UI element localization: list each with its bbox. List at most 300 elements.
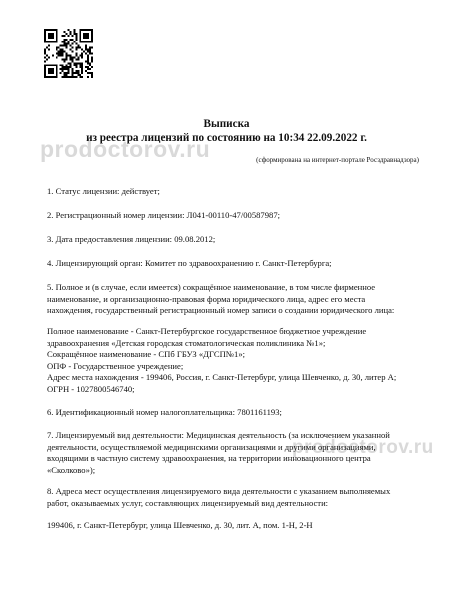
qr-module	[56, 70, 58, 72]
qr-module	[48, 29, 50, 31]
qr-module	[91, 72, 93, 74]
qr-module	[79, 35, 81, 37]
qr-module	[75, 64, 77, 66]
qr-module	[64, 45, 66, 47]
qr-module	[68, 72, 70, 74]
qr-module	[64, 43, 66, 45]
qr-module	[89, 72, 91, 74]
qr-module	[48, 33, 50, 35]
qr-module	[89, 47, 91, 49]
qr-module	[62, 66, 64, 68]
qr-module	[68, 43, 70, 45]
qr-module	[85, 66, 87, 68]
qr-module	[91, 58, 93, 60]
qr-module	[89, 29, 91, 31]
qr-module	[52, 72, 54, 74]
qr-module	[87, 62, 89, 64]
qr-module	[77, 56, 79, 58]
qr-module	[71, 60, 73, 62]
qr-module	[66, 68, 68, 70]
qr-module	[66, 64, 68, 66]
qr-module	[66, 43, 68, 45]
qr-module	[79, 41, 81, 43]
qr-module	[85, 45, 87, 47]
qr-module	[62, 58, 64, 60]
qr-module	[81, 54, 83, 56]
qr-module	[89, 62, 91, 64]
qr-module	[75, 72, 77, 74]
qr-module	[52, 41, 54, 43]
qr-module	[89, 49, 91, 51]
qr-module	[44, 76, 46, 78]
qr-module	[68, 35, 70, 37]
qr-module	[79, 66, 81, 68]
qr-module	[81, 66, 83, 68]
qr-module	[71, 56, 73, 58]
qr-module	[50, 41, 52, 43]
qr-module	[79, 33, 81, 35]
qr-module	[79, 31, 81, 33]
qr-module	[44, 39, 46, 41]
qr-module	[73, 29, 75, 31]
qr-module	[91, 47, 93, 49]
qr-module	[56, 31, 58, 33]
organization-details	[47, 326, 427, 396]
qr-module	[56, 47, 58, 49]
qr-module	[48, 76, 50, 78]
inn-line: 6. Идентификационный номер налогоплательщика: 7801161193;	[47, 407, 282, 417]
qr-module	[77, 58, 79, 60]
qr-module	[48, 49, 50, 51]
qr-module	[60, 54, 62, 56]
qr-module	[81, 62, 83, 64]
qr-module	[56, 37, 58, 39]
qr-module	[50, 33, 52, 35]
qr-module	[69, 58, 71, 60]
qr-module	[66, 53, 68, 55]
qr-module	[44, 49, 46, 51]
qr-module	[87, 60, 89, 62]
qr-module	[81, 49, 83, 51]
qr-module	[69, 56, 71, 58]
qr-module	[73, 56, 75, 58]
text-line: нахождения, государственный регистрационный номер записи о создании юридического лица:	[47, 305, 395, 316]
qr-module	[68, 54, 70, 56]
qr-module	[75, 47, 77, 49]
qr-module	[68, 68, 70, 70]
qr-module	[75, 66, 77, 68]
qr-module	[68, 76, 70, 78]
text-line: ОПФ - Государственное учреждение;	[47, 360, 184, 371]
qr-module	[73, 31, 75, 33]
qr-module	[91, 37, 93, 39]
qr-module	[87, 33, 89, 35]
qr-module	[66, 54, 68, 56]
qr-module	[44, 35, 46, 37]
qr-module	[58, 53, 60, 55]
name-intro-paragraph	[47, 282, 427, 317]
qr-module	[89, 64, 91, 66]
qr-module	[69, 62, 71, 64]
text-line: «Сколково»);	[47, 464, 96, 475]
qr-module	[89, 51, 91, 53]
qr-module	[85, 41, 87, 43]
qr-module	[68, 41, 70, 43]
qr-module	[91, 35, 93, 37]
qr-module	[54, 41, 56, 43]
qr-module	[44, 72, 46, 74]
qr-module	[83, 41, 85, 43]
qr-module	[44, 33, 46, 35]
qr-module	[69, 31, 71, 33]
qr-module	[62, 49, 64, 51]
qr-module	[66, 39, 68, 41]
qr-module	[81, 76, 83, 78]
qr-module	[64, 51, 66, 53]
qr-module	[68, 70, 70, 72]
qr-module	[91, 53, 93, 55]
document-subtitle: из реестра лицензий по состоянию на 10:34 22.09.2022 г.	[86, 132, 367, 144]
qr-module	[71, 74, 73, 76]
activity-address: 199406, г. Санкт-Петербург, улица Шевченко, д. 30, лит. А, пом. 1-Н, 2-Н	[47, 520, 313, 530]
qr-module	[52, 37, 54, 39]
text-line: деятельности, осуществляемой медицинскими организациями и другими организациями,	[47, 441, 376, 452]
qr-module	[48, 35, 50, 37]
qr-module	[64, 60, 66, 62]
qr-module	[64, 74, 66, 76]
document-title: Выписка	[203, 118, 250, 130]
qr-module	[66, 47, 68, 49]
qr-module	[71, 72, 73, 74]
text-line: Сокращённое наименование - СПб ГБУЗ «ДГСП№1»;	[47, 349, 246, 360]
qr-module	[85, 37, 87, 39]
qr-module	[79, 37, 81, 39]
qr-module	[73, 41, 75, 43]
qr-module	[56, 41, 58, 43]
qr-module	[60, 45, 62, 47]
qr-module	[81, 53, 83, 55]
qr-module	[50, 76, 52, 78]
qr-module	[81, 29, 83, 31]
qr-module	[77, 47, 79, 49]
qr-module	[85, 70, 87, 72]
qr-module	[71, 51, 73, 53]
qr-module	[71, 70, 73, 72]
qr-module	[87, 49, 89, 51]
text-line: ОГРН - 1027800546740;	[47, 383, 135, 394]
qr-module	[50, 68, 52, 70]
qr-module	[48, 37, 50, 39]
license-issue-date: 3. Дата предоставления лицензии: 09.08.2012;	[47, 234, 216, 244]
qr-module	[66, 66, 68, 68]
qr-module	[81, 56, 83, 58]
qr-module	[85, 29, 87, 31]
qr-module	[89, 41, 91, 43]
qr-module	[79, 74, 81, 76]
qr-module	[60, 64, 62, 66]
qr-module	[66, 74, 68, 76]
qr-module	[46, 54, 48, 56]
qr-module	[64, 35, 66, 37]
qr-module	[75, 43, 77, 45]
qr-module	[54, 76, 56, 78]
qr-module	[87, 35, 89, 37]
qr-module	[62, 41, 64, 43]
qr-module	[91, 56, 93, 58]
qr-module	[83, 37, 85, 39]
qr-module	[75, 62, 77, 64]
license-status: 1. Статус лицензии: действует;	[47, 186, 160, 196]
qr-module	[46, 47, 48, 49]
qr-module	[91, 31, 93, 33]
qr-module	[52, 29, 54, 31]
license-reg-number: 2. Регистрационный номер лицензии: Л041-00110-47/00587987;	[47, 210, 281, 220]
qr-module	[64, 39, 66, 41]
qr-module	[79, 47, 81, 49]
qr-module	[79, 76, 81, 78]
qr-module	[77, 72, 79, 74]
qr-module	[54, 29, 56, 31]
qr-module	[83, 29, 85, 31]
qr-module	[75, 49, 77, 51]
qr-module	[87, 29, 89, 31]
qr-module	[44, 29, 46, 31]
qr-module	[75, 53, 77, 55]
qr-module	[87, 54, 89, 56]
qr-module	[69, 76, 71, 78]
qr-module	[50, 70, 52, 72]
qr-module	[91, 66, 93, 68]
qr-module	[87, 68, 89, 70]
qr-module	[50, 37, 52, 39]
qr-module	[52, 64, 54, 66]
qr-module	[48, 56, 50, 58]
qr-module	[68, 62, 70, 64]
qr-module	[75, 35, 77, 37]
qr-module	[77, 62, 79, 64]
qr-module	[87, 56, 89, 58]
qr-module	[56, 66, 58, 68]
qr-module	[89, 53, 91, 55]
qr-module	[56, 74, 58, 76]
qr-module	[85, 49, 87, 51]
qr-module	[60, 49, 62, 51]
qr-module	[69, 54, 71, 56]
qr-module	[44, 56, 46, 58]
qr-module	[79, 54, 81, 56]
qr-module	[62, 53, 64, 55]
text-line: здравоохранения «Детская городская стоматологическая поликлиника №1»;	[47, 337, 326, 348]
licensing-authority: 4. Лицензирующий орган: Комитет по здравоохранению г. Санкт-Петербурга;	[47, 258, 332, 268]
qr-module	[50, 72, 52, 74]
qr-module	[85, 47, 87, 49]
qr-module	[62, 51, 64, 53]
qr-module	[50, 35, 52, 37]
qr-module	[56, 72, 58, 74]
qr-module	[48, 64, 50, 66]
qr-module	[62, 68, 64, 70]
qr-module	[62, 54, 64, 56]
qr-module	[44, 31, 46, 33]
qr-module	[46, 64, 48, 66]
qr-module	[87, 72, 89, 74]
qr-module	[79, 62, 81, 64]
qr-module	[81, 72, 83, 74]
qr-module	[79, 64, 81, 66]
qr-module	[52, 68, 54, 70]
addresses-intro-paragraph	[47, 486, 427, 509]
qr-module	[58, 47, 60, 49]
qr-module	[81, 41, 83, 43]
qr-module	[71, 76, 73, 78]
qr-module	[46, 76, 48, 78]
qr-module	[75, 33, 77, 35]
qr-module	[52, 35, 54, 37]
qr-module	[44, 37, 46, 39]
qr-module	[91, 41, 93, 43]
qr-module	[44, 66, 46, 68]
formed-note: (сформирована на интернет-портале Росздравнадзора)	[256, 156, 419, 164]
qr-module	[60, 68, 62, 70]
qr-module	[81, 68, 83, 70]
qr-module	[56, 49, 58, 51]
qr-module	[56, 64, 58, 66]
text-line: работ, оказываемых услуг, составляющих лицензируемый вид деятельности:	[47, 497, 329, 508]
qr-module	[44, 60, 46, 62]
qr-module	[85, 35, 87, 37]
qr-module	[56, 39, 58, 41]
qr-module	[75, 37, 77, 39]
qr-module	[48, 41, 50, 43]
qr-module	[48, 72, 50, 74]
qr-module	[66, 33, 68, 35]
qr-module	[83, 33, 85, 35]
qr-module	[85, 53, 87, 55]
qr-module	[52, 33, 54, 35]
qr-module	[75, 58, 77, 60]
qr-module	[73, 33, 75, 35]
qr-module	[46, 29, 48, 31]
qr-module	[56, 76, 58, 78]
qr-module	[69, 49, 71, 51]
qr-module	[87, 76, 89, 78]
qr-module	[77, 70, 79, 72]
qr-module	[56, 56, 58, 58]
qr-module	[87, 51, 89, 53]
qr-module	[79, 29, 81, 31]
qr-module	[87, 41, 89, 43]
qr-module	[64, 31, 66, 33]
qr-module	[83, 35, 85, 37]
qr-module	[91, 39, 93, 41]
qr-module	[64, 68, 66, 70]
text-line: Адрес места нахождения - 199406, Россия, г. Санкт-Петербург, улица Шевченко, д. 30, литер А;	[47, 372, 397, 383]
text-line: 7. Лицензируемый вид деятельности: Медицинская деятельность (за исключением указанной	[47, 430, 390, 440]
qr-module	[62, 76, 64, 78]
qr-module	[44, 70, 46, 72]
qr-module	[89, 68, 91, 70]
qr-module	[87, 37, 89, 39]
qr-module	[52, 70, 54, 72]
qr-module	[62, 70, 64, 72]
qr-module	[85, 33, 87, 35]
qr-module	[91, 76, 93, 78]
qr-module	[56, 68, 58, 70]
qr-module	[71, 68, 73, 70]
text-line: Полное наименование - Санкт-Петербургское государственное бюджетное учреждение	[47, 326, 367, 336]
qr-module	[69, 64, 71, 66]
qr-module	[83, 51, 85, 53]
qr-module	[56, 33, 58, 35]
qr-module	[68, 66, 70, 68]
qr-module	[44, 41, 46, 43]
qr-module	[50, 29, 52, 31]
qr-module	[52, 54, 54, 56]
qr-module	[81, 70, 83, 72]
qr-module	[71, 58, 73, 60]
qr-module	[44, 64, 46, 66]
qr-module	[75, 54, 77, 56]
qr-module	[66, 45, 68, 47]
qr-module	[91, 33, 93, 35]
qr-module	[69, 66, 71, 68]
qr-module	[64, 72, 66, 74]
qr-module	[85, 60, 87, 62]
qr-module	[44, 68, 46, 70]
qr-module	[75, 76, 77, 78]
qr-module	[66, 56, 68, 58]
qr-module	[73, 72, 75, 74]
qr-module	[66, 58, 68, 60]
qr-module	[46, 41, 48, 43]
qr-module	[56, 53, 58, 55]
qr-module	[71, 39, 73, 41]
qr-module	[50, 64, 52, 66]
qr-module	[71, 43, 73, 45]
text-line: 8. Адреса мест осуществления лицензируемого вида деятельности с указанием выполняемых	[47, 486, 391, 496]
qr-module	[69, 45, 71, 47]
text-line: наименование, и организационно-правовая форма юридического лица, адрес его места	[47, 293, 366, 304]
qr-module	[62, 64, 64, 66]
qr-module	[48, 68, 50, 70]
qr-module	[87, 58, 89, 60]
qr-module	[48, 70, 50, 72]
qr-module	[44, 74, 46, 76]
qr-module	[77, 74, 79, 76]
qr-module	[66, 76, 68, 78]
qr-module	[87, 66, 89, 68]
qr-module	[77, 45, 79, 47]
qr-module	[64, 66, 66, 68]
qr-module	[71, 47, 73, 49]
qr-module	[64, 58, 66, 60]
qr-module	[44, 53, 46, 55]
qr-module	[56, 35, 58, 37]
qr-module	[44, 51, 46, 53]
qr-module	[79, 39, 81, 41]
qr-module	[75, 70, 77, 72]
qr-module	[66, 72, 68, 74]
qr-module	[91, 74, 93, 76]
watermark: prodoctorov.ru	[40, 136, 211, 162]
text-line: 5. Полное и (в случае, если имеется) сокращённое наименование, в том числе фирменное	[47, 282, 376, 292]
qr-module	[75, 39, 77, 41]
qr-module	[69, 39, 71, 41]
qr-module	[69, 33, 71, 35]
qr-module	[73, 62, 75, 64]
qr-module	[62, 35, 64, 37]
qr-module	[73, 64, 75, 66]
